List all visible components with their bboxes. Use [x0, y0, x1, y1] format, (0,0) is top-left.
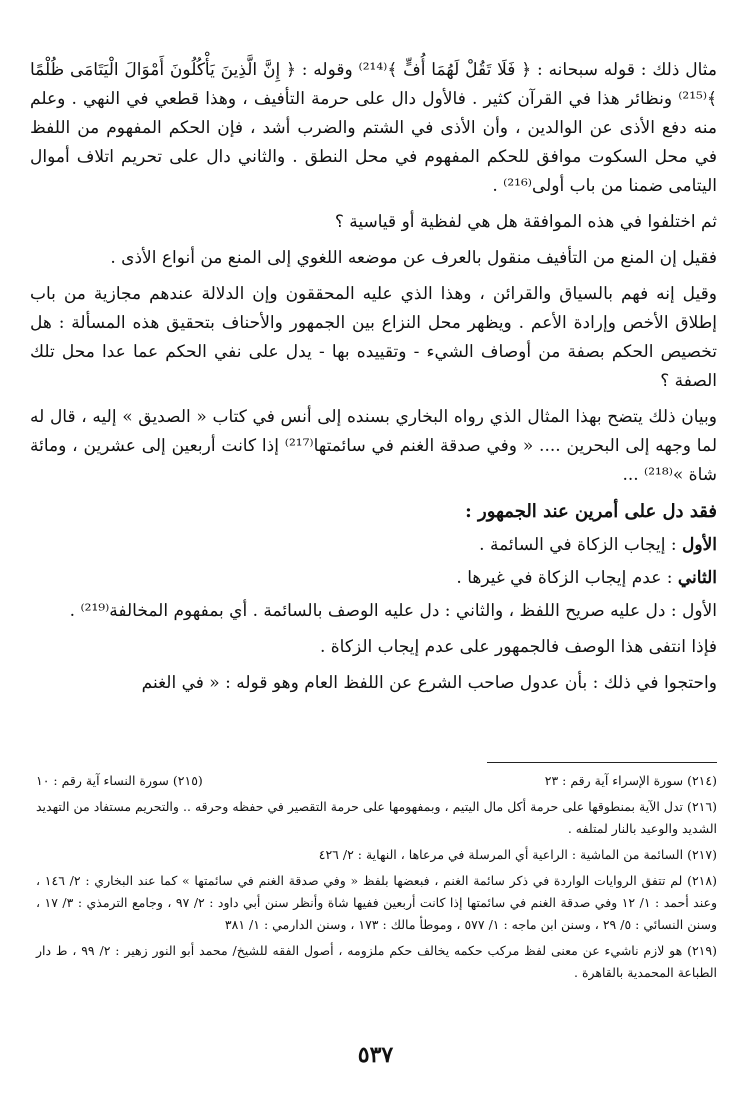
footnote-216: (٢١٦) تدل الآية بمنطوقها على حرمة أكل مال اليتيم ، وبمفهومها على حرمة التقصير في حفظه وحرقه .. والتحريم مستفاد من التهديد الشديد والوعيد بالنار لمتلفه .	[36, 799, 717, 836]
list-item-text: : عدم إيجاب الزكاة في غيرها .	[456, 568, 678, 588]
paragraph-conclusion: فإذا انتفى هذا الوصف فالجمهور على عدم إيجاب الزكاة .	[319, 637, 717, 657]
paragraph-explanation: الأول : دل عليه صريح اللفظ ، والثاني : دل عليه الوصف بالسائمة . أي بمفهوم المخالفة⁽²¹⁹⁾ .	[69, 601, 717, 621]
footnote-217: (٢١٧) السائمة من الماشية : الراعية أي المرسلة في مرعاها ، النهاية : ٢/ ٤٢٦	[318, 847, 717, 862]
section-heading: فقد دل على أمرين عند الجمهور :	[465, 501, 717, 522]
list-item-lead: الأول	[682, 535, 717, 555]
paragraph-first-opinion: فقيل إن المنع من التأفيف منقول بالعرف عن موضعه اللغوي إلى المنع من أنواع الأذى .	[110, 248, 717, 268]
footnote-215: (٢١٥) سورة النساء آية رقم : ١٠	[36, 773, 203, 788]
paragraph-argument: واحتجوا في ذلك : بأن عدول صاحب الشرع عن اللفظ العام وهو قوله : « في الغنم	[141, 673, 717, 693]
footnote-219: (٢١٩) هو لازم ناشيء عن معنى لفظ مركب حكمه يخالف حكم ملزومه ، أصول الفقه للشيخ/ محمد أبو النور زهير : ٢/ ٩٩ ، ط دار الطباعة المحمدية بالقاهرة .	[36, 943, 717, 980]
list-item-text: : إيجاب الزكاة في السائمة .	[479, 535, 683, 555]
footnote-divider	[487, 762, 717, 763]
paragraph-second-opinion: وقيل إنه فهم بالسياق والقرائن ، وهذا الذي عليه المحققون وإن الدلالة عندهم مجازية من باب إطلاق الأخص وإرادة الأعم . ويظهر محل النزاع بين الجمهور والأحناف بتحقيق هذه المسألة : هل تخصيص الحكم بصفة من أوصاف الشيء - وتقييده بها - يدل على نفي الحكم عما عدا محل تلك الصفة ؟	[30, 284, 717, 391]
footnote-214: (٢١٤) سورة الإسراء آية رقم : ٢٣	[544, 773, 717, 788]
list-item-first	[30, 531, 717, 560]
page-number: ٥٣٧	[357, 1042, 394, 1068]
main-text-block	[30, 56, 717, 705]
list-item-second	[30, 564, 717, 593]
footnote-row-214-215	[36, 770, 717, 792]
body-text	[30, 56, 717, 698]
paragraph-examples: مثال ذلك : قوله سبحانه : ﴿ فَلَا تَقُلْ لَهُمَا أُفٍّ ﴾⁽²¹⁴⁾ وقوله : ﴿ إِنَّ الَّذِينَ يَأْكُلُونَ أَمْوَالَ الْيَتَامَى ظُلْمًا ﴾⁽²¹⁵⁾ ونظائر هذا في القرآن كثير . فالأول دال على حرمة التأفيف ، وهذا قطعي في النهي . وعلم منه دفع الأذى عن الوالدين ، وأن الأذى في الشتم والضرب أشد ، فإن الحكم المفهوم من اللفظ في محل السكوت موافق للحكم المفهوم في محل النطق . والثاني دال على تحريم اتلاف أموال اليتامى ضمنا من باب أولى⁽²¹⁶⁾ .	[30, 60, 717, 196]
paragraph-bukhari-example: وبيان ذلك يتضح بهذا المثال الذي رواه البخاري بسنده إلى أنس في كتاب « الصديق » إليه ، قال له لما وجهه إلى البحرين .... « وفي صدقة الغنم في سائمتها⁽²¹⁷⁾ إذا كانت أربعين إلى عشرين ، ومائة شاة »⁽²¹⁸⁾ ...	[30, 407, 717, 485]
footnotes	[36, 770, 717, 988]
footnote-218: (٢١٨) لم تتفق الروايات الواردة في ذكر سائمة الغنم ، فبعضها بلفظ « وفي صدقة الغنم في سائمتها » كما عند البخاري : ٢/ ١٤٦ ، وعند أحمد : ١/ ١٢ وفي صدقة الغنم في سائمتها إذا كانت أربعين ففيها شاة وأنظر سنن أبي داود : ٢/ ٩٧ ، وجامع الترمذي : ٣/ ١٧ ، وسنن النسائي : ٥/ ٢٩ ، وسنن ابن ماجه : ١/ ٥٧٧ ، وموطأ مالك : ١٧٣ ، وسنن الدارمي : ١/ ٣٨١	[36, 873, 718, 932]
list-item-lead: الثاني	[677, 568, 717, 588]
paragraph-question: ثم اختلفوا في هذه الموافقة هل هي لفظية أو قياسية ؟	[334, 212, 717, 232]
